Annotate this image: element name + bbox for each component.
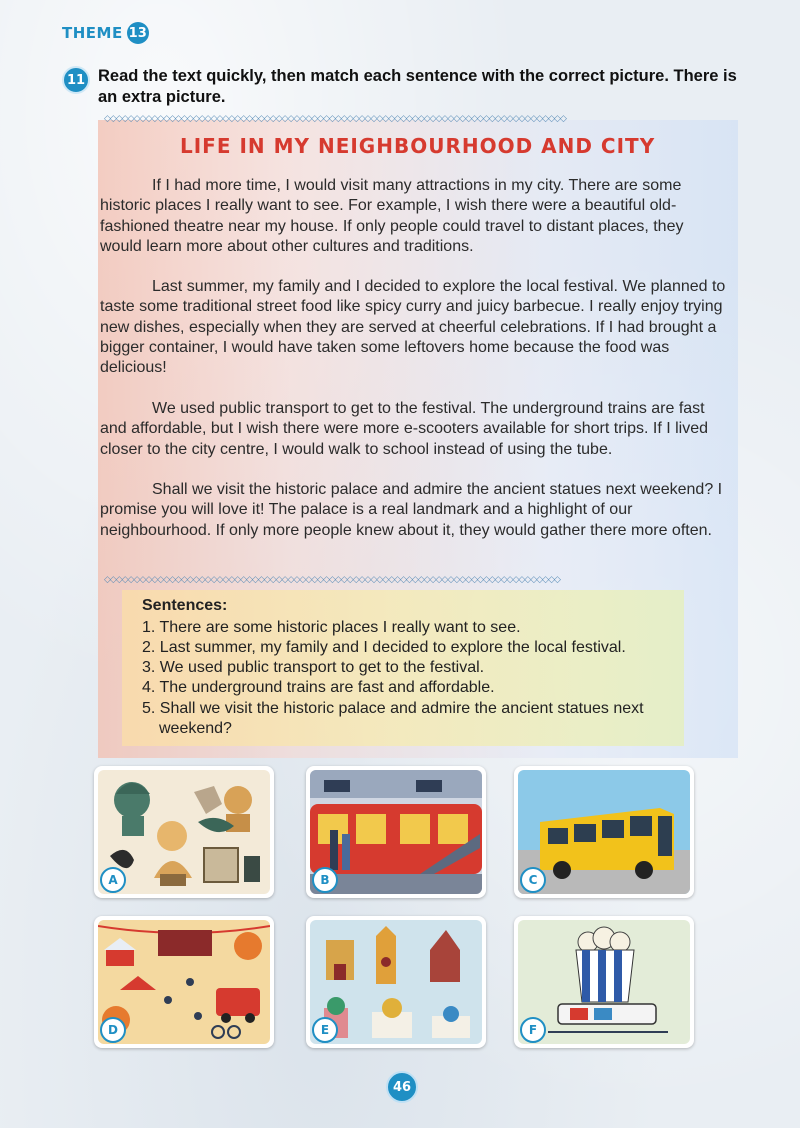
reading-paragraph-4: Shall we visit the historic palace and admire the ancient statues next weekend? I promise you will love it! The palace is a real landmark and a highlight of our neighbourhood. If only more people knew about it, they would gather there more often. <box>100 481 723 539</box>
picture-d-letter: D <box>100 1017 126 1043</box>
picture-b-train[interactable] <box>306 766 486 898</box>
wavy-divider-top: ◇◇◇◇◇◇◇◇◇◇◇◇◇◇◇◇◇◇◇◇◇◇◇◇◇◇◇◇◇◇◇◇◇◇◇◇◇◇◇◇◇◇◇◇◇◇◇◇◇◇◇◇◇◇◇◇◇◇◇◇◇◇◇◇◇◇◇◇◇◇◇◇◇◇◇◇◇◇ <box>104 114 566 124</box>
reading-paragraph-3: We used public transport to get to the festival. The underground trains are fast and affordable, but I wish there were more e-scooters available for short trips. If I lived closer to the city centre, I would walk to school instead of using the tube. <box>100 400 708 458</box>
sentence-5-continuation: weekend? <box>159 720 232 737</box>
page-number: 46 <box>386 1071 418 1103</box>
reading-paragraph-2: Last summer, my family and I decided to explore the local festival. We planned to taste some traditional street food like spicy curry and juicy barbecue. I really enjoy trying new dishes, especially when they are served at cheerful celebrations. If I had brought a bigger container, I would have taken some leftovers home because the food was delicious! <box>100 278 726 377</box>
sentences-heading: Sentences: <box>142 597 228 614</box>
reading-title: LIFE IN MY NEIGHBOURHOOD AND CITY <box>180 134 656 158</box>
picture-f-letter: F <box>520 1017 546 1043</box>
sentence-5: 5. Shall we visit the historic palace and admire the ancient statues next <box>142 700 644 717</box>
sentence-2: 2. Last summer, my family and I decided to explore the local festival. <box>142 639 626 656</box>
picture-a-letter: A <box>100 867 126 893</box>
picture-d-festival[interactable] <box>94 916 274 1048</box>
sentence-4: 4. The underground trains are fast and affordable. <box>142 679 495 696</box>
picture-e-buildings[interactable] <box>306 916 486 1048</box>
picture-e-letter: E <box>312 1017 338 1043</box>
sentence-3: 3. We used public transport to get to the festival. <box>142 659 485 676</box>
reading-paragraph-1: If I had more time, I would visit many attractions in my city. There are some historic places I really want to see. For example, I wish there were a beautiful old-fashioned theatre near my house. If only people could travel to distant places, they would learn more about other cultures and traditions. <box>100 177 684 255</box>
picture-c-bus[interactable] <box>514 766 694 898</box>
theme-label: THEME <box>62 24 123 42</box>
picture-b-letter: B <box>312 867 338 893</box>
theme-header <box>62 22 149 44</box>
theme-number-badge: 13 <box>127 22 149 44</box>
picture-a-statues[interactable] <box>94 766 274 898</box>
sentence-1: 1. There are some historic places I really want to see. <box>142 619 521 636</box>
picture-f-cinema[interactable] <box>514 916 694 1048</box>
exercise-number-badge: 11 <box>62 66 90 94</box>
exercise-instruction: Read the text quickly, then match each sentence with the correct picture. There is an extra picture. <box>98 67 737 106</box>
wavy-divider-bottom: ◇◇◇◇◇◇◇◇◇◇◇◇◇◇◇◇◇◇◇◇◇◇◇◇◇◇◇◇◇◇◇◇◇◇◇◇◇◇◇◇◇◇◇◇◇◇◇◇◇◇◇◇◇◇◇◇◇◇◇◇◇◇◇◇◇◇◇◇◇◇◇◇◇◇◇◇◇ <box>104 575 560 585</box>
picture-c-letter: C <box>520 867 546 893</box>
